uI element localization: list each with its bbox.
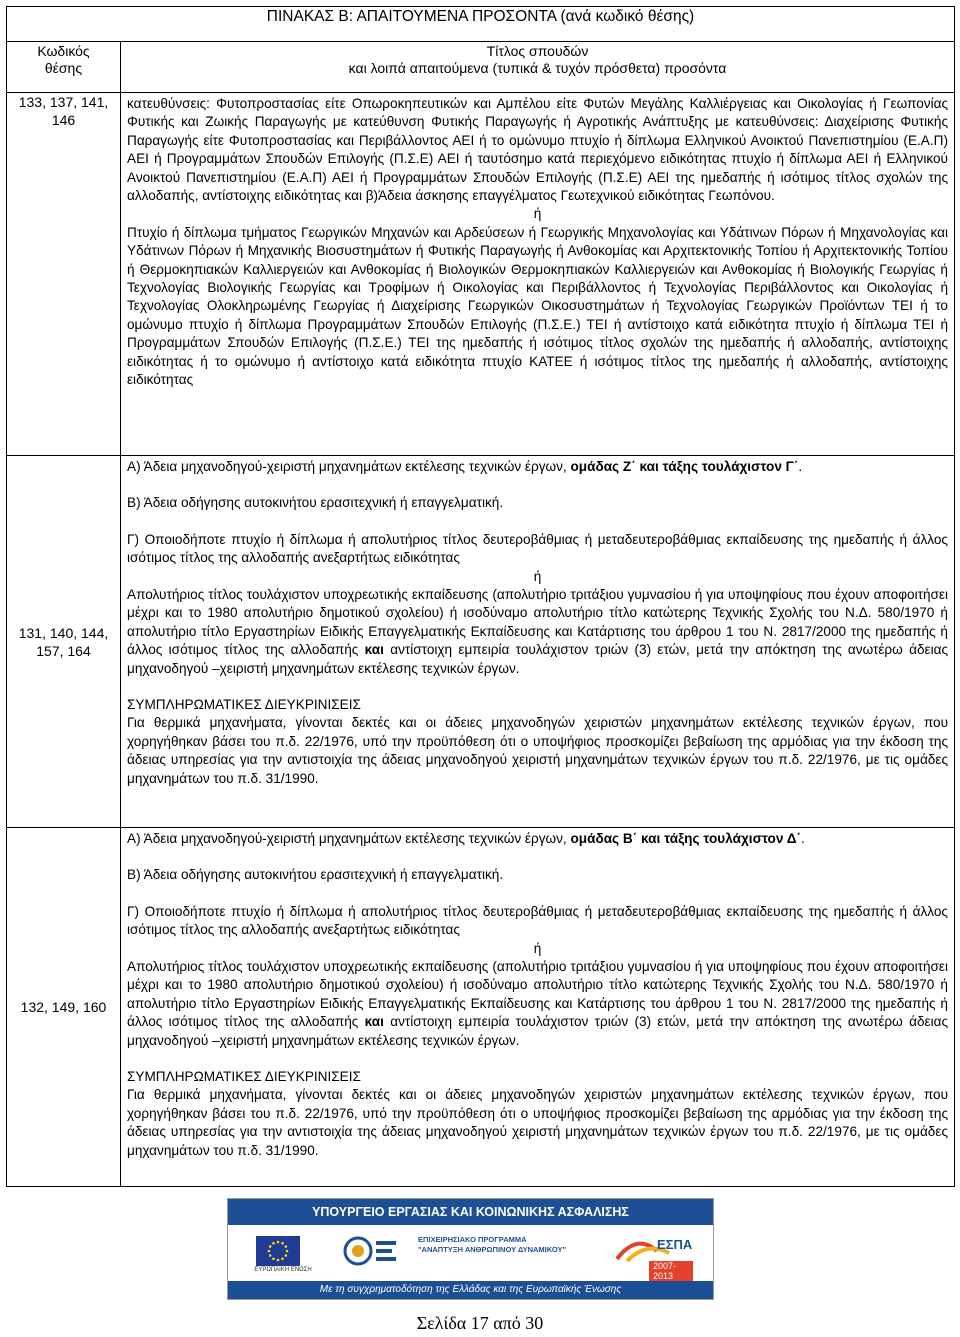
or-separator: ή — [533, 940, 542, 956]
co-funding-tagline: Με τη συγχρηματοδότηση της Ελλάδας και της Ευρωπαϊκής Ένωσης — [228, 1281, 713, 1299]
requirement-a-end: . — [798, 459, 803, 474]
programme-line2: "ΑΝΑΠΤΥΞΗ ΑΝΘΡΩΠΙΝΟΥ ΔΥΝΑΜΙΚΟΥ" — [418, 1245, 567, 1254]
requirement-d-bold: και — [364, 642, 384, 658]
eu-flag-icon — [256, 1236, 300, 1266]
requirement-a-bold: ομάδας Β΄ και τάξης τουλάχιστον Δ΄ — [570, 831, 801, 846]
or-separator: ή — [533, 206, 542, 222]
requirement-c: Γ) Οποιοδήποτε πτυχίο ή δίπλωμα ή απολυτήριος τίτλος δευτεροβάθμιας ή μεταδευτεροβάθμιας εκπαίδευσης της ημεδαπής ή άλλος ισότιμος τίτλος της αλλοδαπής ανεξαρτήτως ειδικότητας — [127, 531, 948, 566]
notes-title: ΣΥΜΠΛΗΡΩΜΑΤΙΚΕΣ ΔΙΕΥΚΡΙΝΙΣΕΙΣ — [127, 697, 361, 713]
requirement-b: Β) Άδεια οδήγησης αυτοκινήτου ερασιτεχνική ή επαγγελματική. — [127, 867, 504, 883]
qualifications-cell — [121, 456, 955, 828]
esf-logo-icon — [338, 1231, 402, 1271]
position-codes — [7, 828, 121, 1187]
position-codes-line2: 157, 164 — [36, 642, 91, 659]
operational-programme-label — [418, 1235, 598, 1255]
table-header-row — [7, 42, 955, 93]
requirement-a-end: . — [801, 831, 805, 846]
espa-logo-icon — [613, 1229, 693, 1281]
table-title-row — [7, 7, 955, 42]
or-separator: ή — [533, 568, 542, 584]
position-codes-line1: 132, 149, 160 — [20, 999, 107, 1015]
programme-line1: ΕΠΙΧΕΙΡΗΣΙΑΚΟ ΠΡΟΓΡΑΜΜΑ — [418, 1235, 527, 1244]
requirements-table — [6, 6, 955, 1187]
position-codes-line1: 131, 140, 144, — [18, 624, 109, 641]
column-header-title — [121, 42, 955, 93]
espa-label: ΕΣΠΑ — [657, 1237, 693, 1252]
column-header-code — [7, 42, 121, 93]
requirement-d-end: αντίστοιχη εμπειρία τουλάχιστον τριών (3) ετών, μετά την απόκτηση της ανωτέρω άδειας μηχανοδηγού –χειριστή μηχανημάτων εκτέλεσης τεχνικών έργων. — [127, 1014, 948, 1048]
notes-text: Για θερμικά μηχανήματα, γίνονται δεκτές και οι άδειες μηχανοδηγών χειριστών μηχανημάτων εκτέλεσης τεχνικών έργων, που χορηγήθηκαν βάσει του π.δ. 22/1976, υπό την προϋπόθεση ότι ο υποψήφιος προσκομίζει βεβαίωση της αρμόδιας για την έκδοση της άδειας υπηρεσίας για την αντιστοιχία της άδειας μηχανοδηγού χειριστή μηχανημάτων τεχνικών έργων του π.δ. 22/1976, με τις ομάδες μηχανημάτων του π.δ. 31/1990. — [127, 715, 948, 786]
table-row — [7, 456, 955, 828]
notes-title: ΣΥΜΠΛΗΡΩΜΑΤΙΚΕΣ ΔΙΕΥΚΡΙΝΙΣΕΙΣ — [127, 1069, 361, 1085]
requirement-a — [127, 458, 948, 476]
requirement-d-text: Απολυτήριος τίτλος τουλάχιστον υποχρεωτικής εκπαίδευσης (απολυτήριο τριτάξιου γυμνασίου ή για υποψηφίους που έχουν αποφοιτήσει μέχρι και το 1980 απολυτήριο δημοτικού σχολείου) ή ισοδύναμο απολυτήριο τίτλο κατώτερης Τεχνικής Σχολής του Ν.Δ. 580/1970 ή απολυτήριο τίτλο Εργαστηρίων Ειδικής Επαγγελματικής Εκπαίδευσης και Κατάρτισης του άρθρου 1 του Ν. 2817/2000 της ημεδαπής ή άλλος ισότιμος τίτλος της αλλοδαπής — [127, 587, 948, 658]
eu-label: ΕΥΡΩΠΑΪΚΗ ΕΝΩΣΗ — [254, 1267, 312, 1273]
notes-text: Για θερμικά μηχανήματα, γίνονται δεκτές και οι άδειες μηχανοδηγών χειριστών μηχανημάτων εκτέλεσης τεχνικών έργων, που χορηγήθηκαν βάσει του π.δ. 22/1976, υπό την προϋπόθεση ότι ο υποψήφιος προσκομίζει βεβαίωση της αρμόδιας για την έκδοση της άδειας υπηρεσίας για την αντιστοιχία της άδειας μηχανοδηγού χειριστή μηχανημάτων τεχνικών έργων του π.δ. 22/1976, με τις ομάδες μηχανημάτων του π.δ. 31/1990. — [127, 1087, 948, 1158]
qualifications-cell — [121, 93, 955, 456]
table-row — [7, 93, 955, 456]
ministry-banner: ΥΠΟΥΡΓΕΙΟ ΕΡΓΑΣΙΑΣ ΚΑΙ ΚΟΙΝΩΝΙΚΗΣ ΑΣΦΑΛΙΣΗΣ — [228, 1199, 713, 1225]
position-codes — [7, 456, 121, 828]
requirement-a-text: Α) Άδεια μηχανοδηγού-χειριστή μηχανημάτων εκτέλεσης τεχνικών έργων, — [127, 459, 571, 474]
requirement-d — [127, 958, 948, 1050]
page-number: Σελίδα 17 από 30 — [416, 1313, 544, 1333]
document-page — [6, 6, 955, 1187]
requirement-d-end: αντίστοιχη εμπειρία τουλάχιστον τριών (3) ετών, μετά την απόκτηση της ανωτέρω άδειας μηχανοδηγού –χειριστή μηχανημάτων εκτέλεσης τεχνικών έργων. — [127, 642, 948, 676]
requirement-b: Β) Άδεια οδήγησης αυτοκινήτου ερασιτεχνική ή επαγγελματική. — [127, 495, 504, 511]
table-title: ΠΙΝΑΚΑΣ Β: ΑΠΑΙΤΟΥΜΕΝΑ ΠΡΟΣΟΝΤΑ (ανά κωδικό θέσης) — [7, 7, 955, 42]
column-header-title-line1: Τίτλος σπουδών — [486, 43, 589, 59]
requirement-c: Γ) Οποιοδήποτε πτυχίο ή δίπλωμα ή απολυτήριος τίτλος δευτεροβάθμιας ή μεταδευτεροβάθμιας εκπαίδευσης της ημεδαπής ή άλλος ισότιμος τίτλος της αλλοδαπής ανεξαρτήτως ειδικότητας — [127, 903, 948, 938]
requirement-a-text: Α) Άδεια μηχανοδηγού-χειριστή μηχανημάτων εκτέλεσης τεχνικών έργων, — [127, 831, 571, 846]
position-codes — [7, 93, 121, 456]
requirement-a — [127, 830, 948, 848]
qualification-paragraph: Πτυχίο ή δίπλωμα τμήματος Γεωργικών Μηχανών και Αρδεύσεων ή Γεωργικής Μηχανολογίας και Υδάτινων Πόρων ή Μηχανολογίας και Υδάτινων Πόρων ή Μηχανικής Βιοσυστημάτων ή Φυτικής Παραγωγής ή Ανθοκομίας και Αρχιτεκτονικής Τοπίου ή Αρχιτεκτονικής Τοπίου ή Θερμοκηπιακών Καλλιεργειών και Ανθοκομίας ή Βιολογικών Θερμοκηπιακών Καλλιεργειών και Ανθοκομίας ή Βιολογικής Γεωργίας ή Τεχνολογίας Βιολογικής Γεωργίας και Τροφίμων ή Οικολογίας και Περιβάλλοντος ή Τεχνολογίας Περιβάλλοντος και Οικολογίας ή Τεχνολογίας Ολοκληρωμένης Γεωργίας ή Διαχείρισης Γεωργικών Οικοσυστημάτων ή Τεχνολογίας Γεωργικών Προϊόντων ΤΕΙ ή το ομώνυμο πτυχίο ή δίπλωμα Προγραμμάτων Σπουδών Επιλογής (Π.Σ.Ε.) ΤΕΙ ή αντίστοιχο κατά ειδικότητα πτυχίο ή δίπλωμα ΤΕΙ ή Προγραμμάτων Σπουδών Επιλογής (Π.Σ.Ε.) ΤΕΙ της ημεδαπής ή ισότιμος τίτλος σχολών της ημεδαπής ή αλλοδαπής, αντίστοιχης ειδικότητας ή το ομώνυμο ή αντίστοιχο κατά ειδικότητα πτυχίο ΚΑΤΕΕ ή ισότιμος τίτλος της ημεδαπής ή αλλοδαπής, αντίστοιχης ειδικότητας — [127, 224, 948, 388]
column-header-code-line2: θέσης — [44, 60, 83, 76]
qualifications-cell — [121, 828, 955, 1187]
requirement-d-text: Απολυτήριος τίτλος τουλάχιστον υποχρεωτικής εκπαίδευσης (απολυτήριο τριτάξιου γυμνασίου ή για υποψηφίους που έχουν αποφοιτήσει μέχρι και το 1980 απολυτήριο δημοτικού σχολείου) ή ισοδύναμο απολυτήριο τίτλο κατώτερης Τεχνικής Σχολής του Ν.Δ. 580/1970 ή απολυτήριο τίτλο Εργαστηρίων Ειδικής Επαγγελματικής Εκπαίδευσης και Κατάρτισης του άρθρου 1 του Ν. 2817/2000 της ημεδαπής ή άλλος ισότιμος τίτλος της αλλοδαπής — [127, 959, 948, 1030]
column-header-title-line2: και λοιπά απαιτούμενα (τυπικά & τυχόν πρόσθετα) προσόντα — [348, 60, 727, 76]
column-header-code-line1: Κωδικός — [37, 43, 90, 59]
funding-logos-banner — [227, 1198, 714, 1300]
table-row — [7, 828, 955, 1187]
qualification-paragraph: κατευθύνσεις: Φυτοπροστασίας είτε Οπωροκηπευτικών και Αμπέλου είτε Φυτών Μεγάλης Καλλιέργειας και Οικολογίας ή Γεωπονίας Φυτικής και Ζωικής Παραγωγής με κατεύθυνση Φυτικής Παραγωγής ή Αγροτικής Ανάπτυξης με κατευθύνσεις: Διαχείρισης Φυτικής Παραγωγής είτε Φυτοπροστασίας και Περιβάλλοντος ΑΕΙ ή το ομώνυμο πτυχίο ή δίπλωμα Ελληνικού Ανοικτού Πανεπιστημίου (Ε.Α.Π) ΑΕΙ ή Προγραμμάτων Σπουδών Επιλογής (Π.Σ.Ε) ΑΕΙ ή ταυτόσημο κατά περιεχόμενο ειδικότητας πτυχίο ή δίπλωμα ΑΕΙ ή Ελληνικού Ανοικτού Πανεπιστημίου (Ε.Α.Π) ΑΕΙ ή Προγραμμάτων Σπουδών Επιλογής (Π.Σ.Ε) ΑΕΙ της ημεδαπής ή ισότιμος τίτλος σχολών της αλλοδαπής, αντίστοιχης ειδικότητας και β)Άδεια άσκησης επαγγέλματος Γεωτεχνικού ειδικότητας Γεωπόνου. — [127, 96, 948, 204]
requirement-a-bold: ομάδας Ζ΄ και τάξης τουλάχιστον Γ΄ — [570, 459, 799, 474]
espa-years: 2007-2013 — [649, 1261, 693, 1281]
position-codes-line2: 146 — [51, 112, 76, 128]
requirement-d-bold: και — [364, 1014, 384, 1030]
requirement-d — [127, 586, 948, 678]
position-codes-line1: 133, 137, 141, — [18, 94, 109, 110]
